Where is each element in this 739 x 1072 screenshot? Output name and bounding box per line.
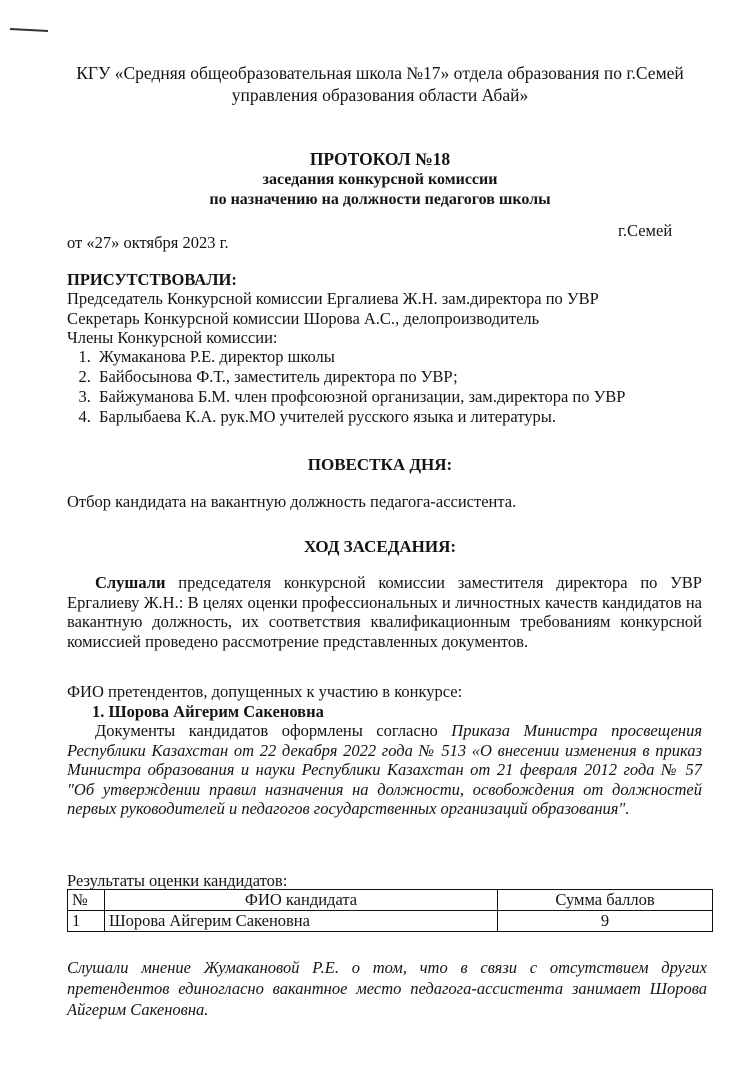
list-item: 1. Жумаканова Р.Е. директор школы (95, 347, 625, 367)
chair-line: Председатель Конкурсной комиссии Ергалиева Ж.Н. зам.директора по УВР (67, 289, 599, 308)
protocol-number: ПРОТОКОЛ №18 (309, 149, 451, 169)
protocol-subtitle-1: заседания конкурсной комиссии (262, 171, 498, 188)
row-name: Шорова Айгерим Сакеновна (105, 911, 498, 932)
results-heading: Результаты оценки кандидатов: (67, 871, 288, 890)
heard-text: председателя конкурсной комиссии заместителя директора по УВР Ергалиеву Ж.Н.: В целях оценки профессиональных и личностных качеств кандидатов на вакантную должность, их соответствия квалификационным требованиям конкурсной комиссией проведено рассмотрение представленных документов. (67, 573, 702, 651)
heard-label: Слушали (95, 573, 166, 592)
org-line-1: КГУ «Средняя общеобразовательная школа №17» отдела образования по г.Семей (76, 63, 684, 83)
docs-intro: Документы кандидатов оформлены согласно (95, 721, 452, 740)
org-line-2: управления образования области Абай» (231, 85, 529, 105)
column-header-score: Сумма баллов (498, 890, 713, 911)
proceedings-heading: ХОД ЗАСЕДАНИЯ: (303, 537, 457, 556)
protocol-title (60, 148, 700, 210)
list-item: 2. Байбосынова Ф.Т., заместитель директора по УВР; (95, 367, 625, 387)
protocol-date: от «27» октября 2023 г. (67, 233, 229, 252)
organization-header (60, 62, 700, 106)
protocol-subtitle-2: по назначению на должности педагогов школы (209, 191, 551, 208)
final-paragraph: Слушали мнение Жумакановой Р.Е. о том, что в связи с отсутствием других претендентов единогласно вакантное место педагога-ассистента занимает Шорова Айгерим Сакеновна. (67, 958, 707, 1019)
column-header-name: ФИО кандидата (105, 890, 498, 911)
pen-mark (10, 28, 48, 32)
members-list (75, 347, 625, 427)
secretary-line: Секретарь Конкурсной комиссии Шорова А.С., делопроизводитель (67, 309, 540, 328)
row-score: 9 (498, 911, 713, 932)
candidate-name: 1. Шорова Айгерим Сакеновна (92, 702, 324, 721)
table-row (68, 911, 713, 932)
members-heading: Члены Конкурсной комиссии: (67, 328, 278, 347)
heard-paragraph (67, 573, 702, 651)
docs-order-reference: Приказа Министра просвещения Республики Казахстан от 22 декабря 2022 года № 513 «О внесении изменения в приказ Министра образования и науки Республики Казахстан от 21 февраля 2012 года № 57 "Об утверждении правил назначения на должности, освобождения от должностей первых руководителей и педагогов государственных организаций образования". (67, 721, 702, 818)
agenda-text: Отбор кандидата на вакантную должность педагога-ассистента. (67, 492, 517, 511)
admitted-line: ФИО претендентов, допущенных к участию в конкурсе: (67, 682, 463, 701)
list-item: 4. Барлыбаева К.А. рук.МО учителей русского языка и литературы. (95, 407, 625, 427)
results-table (67, 889, 713, 932)
present-heading: ПРИСУТСТВОВАЛИ: (67, 270, 237, 289)
agenda-heading: ПОВЕСТКА ДНЯ: (307, 455, 453, 474)
table-header-row (68, 890, 713, 911)
row-number: 1 (68, 911, 105, 932)
column-header-number: № (68, 890, 105, 911)
documents-paragraph (67, 721, 702, 819)
protocol-city: г.Семей (618, 221, 673, 240)
list-item: 3. Байжуманова Б.М. член профсоюзной организации, зам.директора по УВР (95, 387, 625, 407)
